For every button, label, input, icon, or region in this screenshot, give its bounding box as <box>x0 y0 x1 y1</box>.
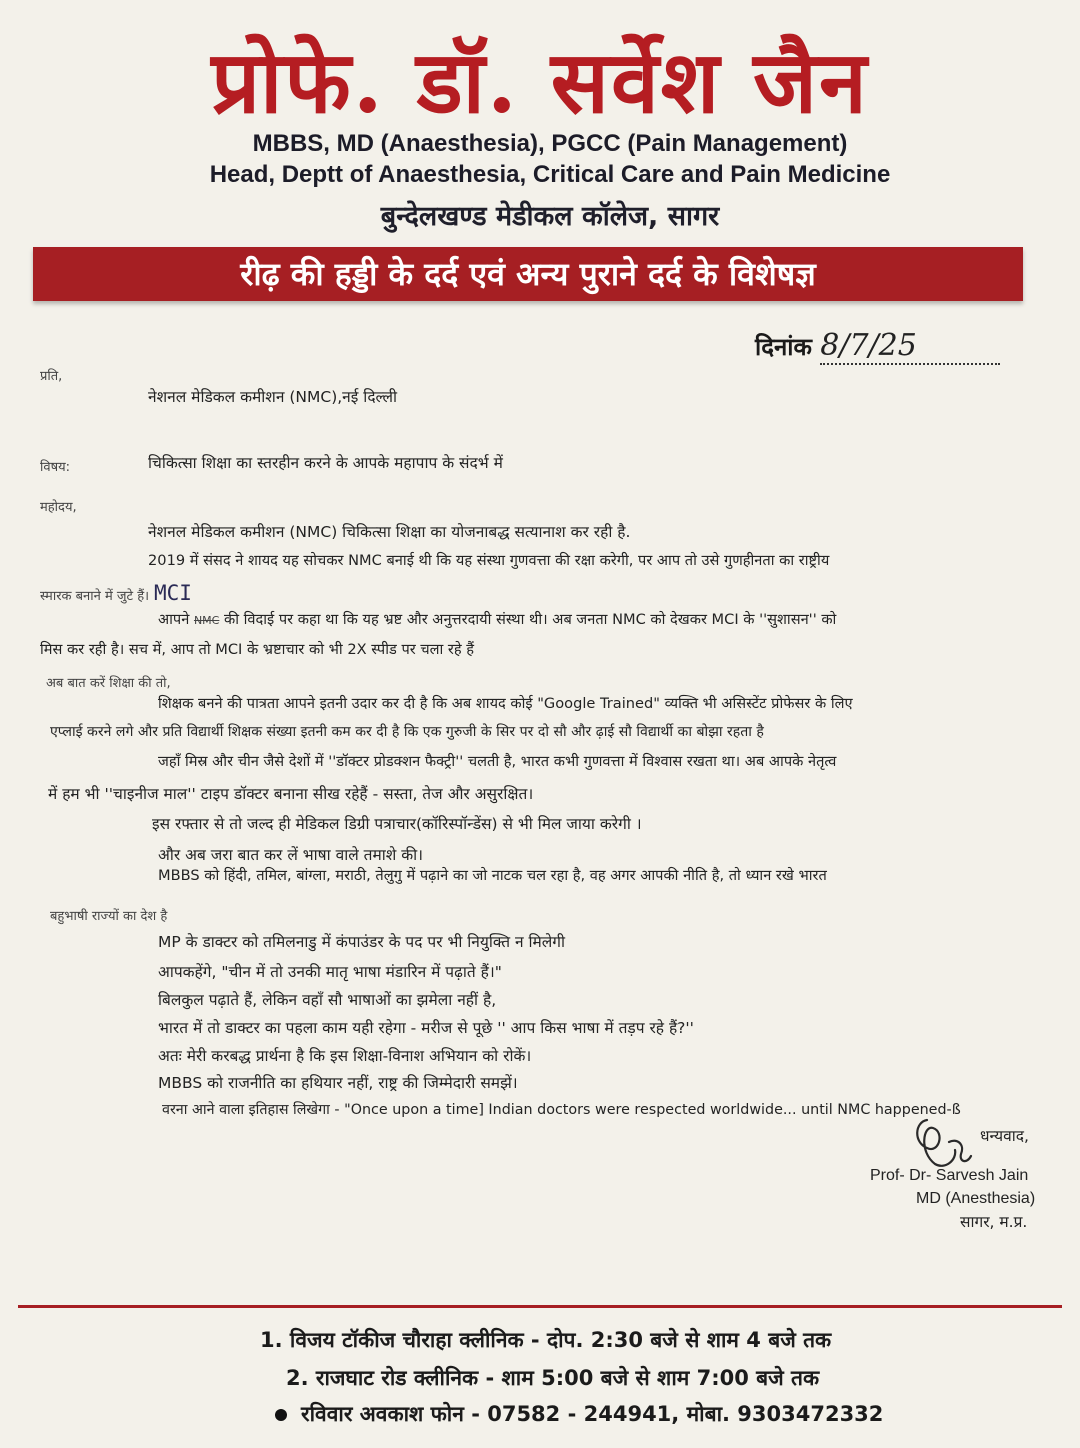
body-text: की विदाई पर कहा था कि यह भ्रष्ट और अनुत्तरदायी संस्था थी। अब जनता NMC को देखकर MCI के ''सुशासन'' को <box>224 611 837 628</box>
body-line: भारत में तो डाक्टर का पहला काम यही रहेगा - मरीज से पूछे '' आप किस भाषा में तड़प रहे हैं?'' <box>158 1019 694 1037</box>
body-text: आपने <box>158 611 190 628</box>
body-line: MBBS को राजनीति का हथियार नहीं, राष्ट्र की जिम्मेदारी समझें। <box>158 1074 518 1092</box>
date-field <box>755 328 1000 365</box>
salutation: महोदय, <box>40 500 77 515</box>
signatory-degree: MD (Anesthesia) <box>916 1190 1036 1207</box>
specialty-banner: रीढ़ की हड्डी के दर्द एवं अन्य पुराने दर्द के विशेषज्ञ <box>33 247 1023 301</box>
body-line: आपकहेंगे, "चीन में तो उनकी मातृ भाषा मंडारिन में पढ़ाते हैं।" <box>158 963 502 981</box>
bullet-icon <box>275 1409 287 1421</box>
body-line: इस रफ्तार से तो जल्द ही मेडिकल डिग्री पत्राचार(कॉरिस्पॉन्डेंस) से भी मिल जाया करेगी । <box>152 815 642 833</box>
subject-text: चिकित्सा शिक्षा का स्तरहीन करने के आपके महापाप के संदर्भ में <box>148 454 503 472</box>
handwritten-correction: MCI <box>154 581 192 605</box>
subject-label: विषय: <box>40 460 71 475</box>
contact-text: रविवार अवकाश फोन - 07582 - 244941, मोबा. 9303472332 <box>301 1402 884 1426</box>
body-line: मिस कर रही है। सच में, आप तो MCI के भ्रष्टाचार को भी 2X स्पीड पर चला रहे हैं <box>40 641 475 658</box>
doctor-name-heading: प्रोफे. डॉ. सर्वेश जैन <box>211 32 869 133</box>
qualifications-department: Head, Deptt of Anaesthesia, Critical Care and Pain Medicine <box>209 161 891 188</box>
closing-thanks: धन्यवाद, <box>980 1127 1029 1145</box>
clinic-timing-1: 1. विजय टॉकीज चौराहा क्लीनिक - दोप. 2:30 बजे से शाम 4 बजे तक <box>260 1328 832 1352</box>
contact-line <box>275 1400 883 1428</box>
clinic-timing-2: 2. राजघाट रोड क्लीनिक - शाम 5:00 बजे से शाम 7:00 बजे तक <box>286 1366 820 1390</box>
body-line: MP के डाक्टर को तमिलनाडु में कंपाउंडर के पद पर भी नियुक्ति न मिलेगी <box>158 933 566 951</box>
date-label: दिनांक <box>755 333 812 361</box>
qualifications-degrees: MBBS, MD (Anaesthesia), PGCC (Pain Management) <box>252 130 848 157</box>
body-line: अतः मेरी करबद्ध प्रार्थना है कि इस शिक्षा-विनाश अभियान को रोकें। <box>158 1047 532 1065</box>
footer-divider <box>18 1305 1062 1308</box>
body-line <box>158 610 836 631</box>
body-line: MBBS को हिंदी, तमिल, बांग्ला, मराठी, तेलुगु में पढ़ाने का जो नाटक चल रहा है, वह अगर आपकी नीति है, तो ध्यान रखे भारत <box>158 867 827 884</box>
body-line: बहुभाषी राज्यों का देश है <box>50 909 168 924</box>
body-line <box>40 583 192 607</box>
body-text: स्मारक बनाने में जुटे हैं। <box>40 589 150 604</box>
body-line: शिक्षक बनने की पात्रता आपने इतनी उदार कर दी है कि अब शायद कोई "Google Trained" व्यक्ति भी असिस्टेंट प्रोफेसर के लिए <box>158 695 853 712</box>
struck-out-text: NMC <box>193 614 220 627</box>
signatory-name: Prof- Dr- Sarvesh Jain <box>870 1167 1029 1184</box>
body-line: नेशनल मेडिकल कमीशन (NMC) चिकित्सा शिक्षा का योजनाबद्ध सत्यानाश कर रही है. <box>148 523 631 541</box>
body-line: अब बात करें शिक्षा की तो, <box>46 676 171 691</box>
college-name: बुन्देलखण्ड मेडीकल कॉलेज, सागर <box>380 201 720 232</box>
date-value: 8/7/25 <box>820 328 1000 365</box>
body-line: वरना आने वाला इतिहास लिखेगा - "Once upon a time] Indian doctors were respected worldwide... until NMC happened-ß <box>162 1102 961 1118</box>
body-line: में हम भी ''चाइनीज माल'' टाइप डॉक्टर बनाना सीख रहेहैं - सस्ता, तेज और असुरक्षित। <box>48 785 534 803</box>
to-label: प्रति, <box>40 369 63 384</box>
body-line: जहाँ मिस्र और चीन जैसे देशों में ''डॉक्टर प्रोडक्शन फैक्ट्री'' चलती है, भारत कभी गुणवत्ता में विश्वास रखता था। अब आपके नेतृत्व <box>158 753 837 770</box>
body-line: और अब जरा बात कर लें भाषा वाले तमाशे की। <box>158 846 424 864</box>
qualifications <box>150 128 950 190</box>
body-line: बिलकुल पढ़ाते हैं, लेकिन वहाँ सौ भाषाओं का झमेला नहीं है, <box>158 991 497 1009</box>
body-line: एप्लाई करने लगे और प्रति विद्यार्थी शिक्षक संख्या इतनी कम कर दी है कि एक गुरुजी के सिर पर दो सौ और ढ़ाई सौ विद्यार्थी का बोझा रहता है <box>50 724 764 740</box>
signatory-place: सागर, म.प्र. <box>960 1213 1028 1231</box>
body-line: 2019 में संसद ने शायद यह सोचकर NMC बनाई थी कि यह संस्था गुणवत्ता की रक्षा करेगी, पर आप तो उसे गुणहीनता का राष्ट्रीय <box>148 552 830 569</box>
recipient: नेशनल मेडिकल कमीशन (NMC),नई दिल्ली <box>148 388 398 406</box>
